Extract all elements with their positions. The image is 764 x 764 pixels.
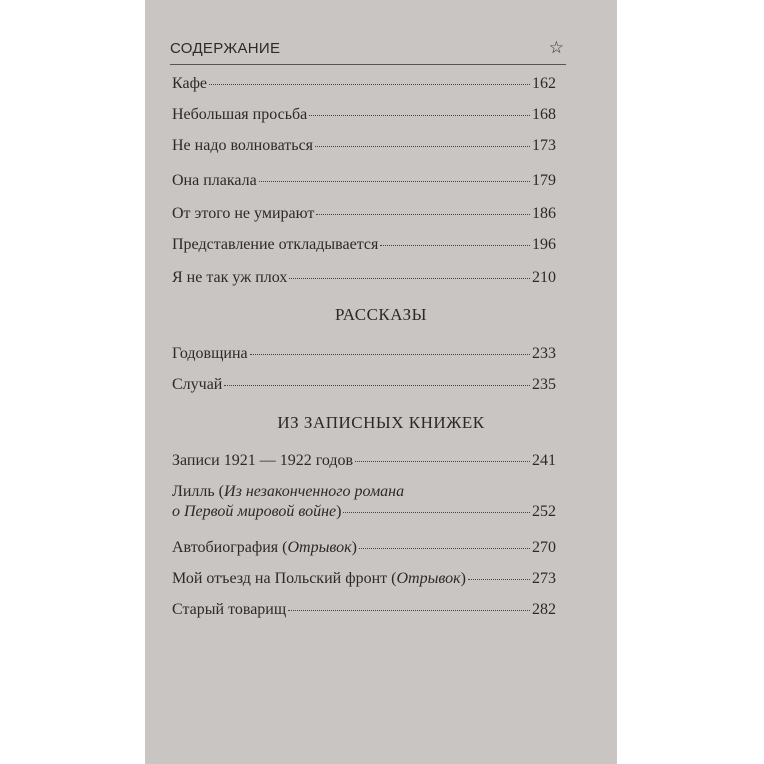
toc-entry	[172, 451, 556, 475]
dot-leader	[359, 548, 530, 549]
toc-entry	[172, 74, 556, 98]
toc-entry	[172, 502, 556, 526]
dot-leader	[288, 610, 530, 611]
entry-page: 270	[532, 539, 556, 556]
entry-title-plain: Мой отъезд на Польский фронт (	[172, 570, 397, 587]
entry-title: От этого не умирают	[172, 205, 315, 222]
entry-title-line2	[172, 502, 341, 522]
running-header	[170, 40, 566, 64]
entry-title-close: )	[460, 570, 466, 587]
entry-title	[172, 538, 357, 558]
entry-title-line1	[172, 482, 556, 502]
entry-title: Не надо волноваться	[172, 137, 314, 154]
entry-title: Кафе	[172, 75, 208, 92]
dot-leader	[250, 354, 530, 355]
toc-entry	[172, 105, 556, 129]
toc-entry	[172, 569, 556, 593]
entry-title: Старый товарищ	[172, 601, 287, 618]
entry-title: Записи 1921 — 1922 годов	[172, 452, 354, 469]
dot-leader	[315, 146, 530, 147]
entry-page: 282	[532, 601, 556, 618]
entry-title-italic: о Первой мировой войне	[172, 503, 337, 520]
dot-leader	[289, 278, 530, 279]
dot-leader	[355, 461, 530, 462]
entry-page: 233	[532, 345, 556, 362]
entry-page: 235	[532, 376, 556, 393]
dot-leader	[224, 385, 530, 386]
dot-leader	[259, 181, 530, 182]
entry-title-plain: Лилль (	[172, 483, 225, 500]
entry-page: 168	[532, 106, 556, 123]
dot-leader	[209, 84, 530, 85]
header-title: СОДЕРЖАНИЕ	[170, 40, 281, 57]
toc-entry	[172, 171, 556, 195]
dot-leader	[309, 115, 530, 116]
entry-title: Годовщина	[172, 345, 248, 362]
entry-page: 186	[532, 205, 556, 222]
dot-leader	[316, 214, 530, 215]
entry-page: 273	[532, 570, 556, 587]
header-rule	[170, 64, 566, 65]
entry-title: Представление откладывается	[172, 236, 379, 253]
entry-page: 241	[532, 452, 556, 469]
toc-entry	[172, 344, 556, 368]
section-heading: РАССКАЗЫ	[335, 305, 427, 324]
dot-leader	[468, 579, 530, 580]
toc-entry	[172, 268, 556, 292]
entry-title-plain: Автобиография (	[172, 539, 288, 556]
toc-entry	[172, 538, 556, 562]
entry-page: 179	[532, 172, 556, 189]
entry-page: 173	[532, 137, 556, 154]
section-heading: ИЗ ЗАПИСНЫХ КНИЖЕК	[277, 413, 485, 432]
dot-leader	[380, 245, 530, 246]
entry-title-close: )	[351, 539, 357, 556]
entry-title: Она плакала	[172, 172, 257, 189]
entry-title: Случай	[172, 376, 223, 393]
dot-leader	[343, 512, 530, 513]
entry-title: Небольшая просьба	[172, 106, 308, 123]
entry-title-italic: Отрывок	[396, 570, 461, 587]
entry-page: 210	[532, 269, 556, 286]
entry-title	[172, 569, 466, 589]
entry-page: 252	[532, 503, 556, 520]
entry-title-italic: Отрывок	[287, 539, 352, 556]
toc-entry	[172, 235, 556, 259]
entry-title: Я не так уж плох	[172, 269, 288, 286]
toc-entry	[172, 375, 556, 399]
entry-title-italic: Из незаконченного романа	[224, 483, 405, 500]
toc-entry	[172, 136, 556, 160]
toc-entry	[172, 204, 556, 228]
toc-entry	[172, 600, 556, 624]
entry-page: 196	[532, 236, 556, 253]
entry-page: 162	[532, 75, 556, 92]
entry-title-plain: )	[336, 503, 342, 520]
star-icon: ☆	[548, 38, 564, 58]
